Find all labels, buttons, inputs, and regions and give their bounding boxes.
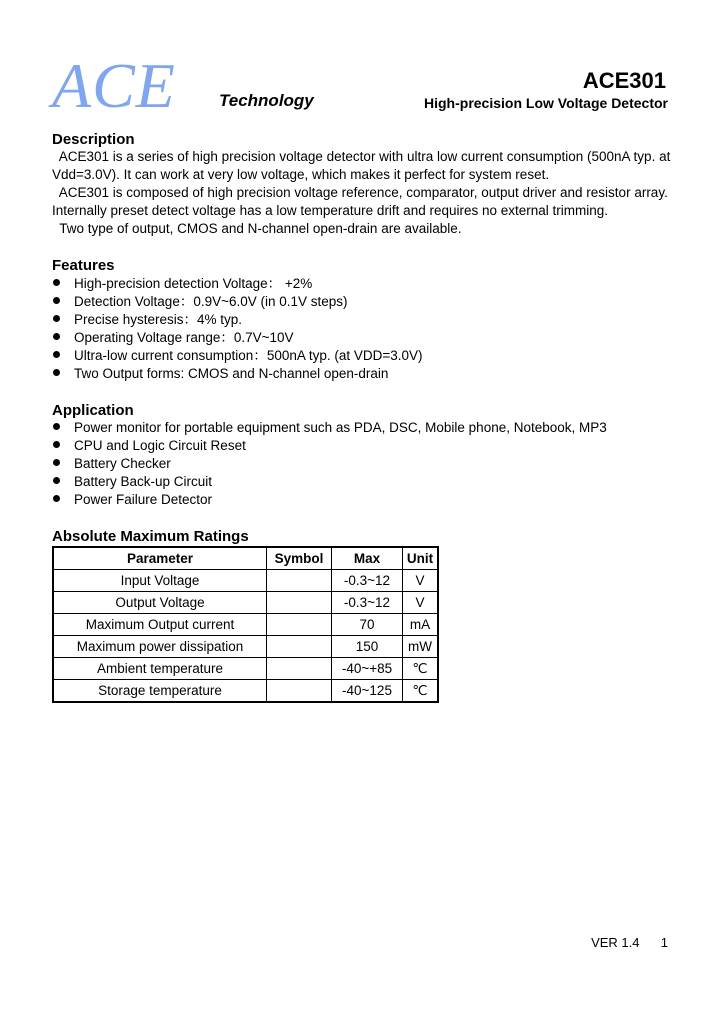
page-number: 1 bbox=[660, 935, 668, 950]
table-cell: Storage temperature bbox=[53, 680, 267, 703]
table-cell bbox=[267, 614, 332, 636]
list-item bbox=[52, 347, 423, 365]
list-item bbox=[52, 419, 607, 437]
application-heading: Application bbox=[52, 402, 134, 419]
feature-text: Precise hysteresis：4% typ. bbox=[74, 312, 243, 327]
table-cell: -40~125 bbox=[332, 680, 403, 703]
page-footer bbox=[591, 936, 668, 949]
table-row bbox=[53, 636, 438, 658]
table-cell bbox=[267, 680, 332, 703]
description-heading: Description bbox=[52, 131, 135, 148]
list-item bbox=[52, 473, 607, 491]
column-header: Parameter bbox=[53, 547, 267, 570]
bullet-icon bbox=[53, 297, 60, 304]
feature-text: Two Output forms: CMOS and N-channel open-drain bbox=[74, 366, 389, 381]
table-cell bbox=[267, 592, 332, 614]
description-line: Vdd=3.0V). It can work at very low voltage, which makes it perfect for system reset. bbox=[52, 167, 550, 182]
bullet-icon bbox=[53, 333, 60, 340]
list-item bbox=[52, 455, 607, 473]
feature-text: Operating Voltage range：0.7V~10V bbox=[74, 330, 294, 345]
column-header: Max bbox=[332, 547, 403, 570]
table-cell: 150 bbox=[332, 636, 403, 658]
column-header: Symbol bbox=[267, 547, 332, 570]
column-header: Unit bbox=[403, 547, 439, 570]
bullet-icon bbox=[53, 279, 60, 286]
list-item bbox=[52, 311, 423, 329]
list-item bbox=[52, 329, 423, 347]
application-text: Battery Back-up Circuit bbox=[74, 474, 213, 489]
table-cell: mA bbox=[403, 614, 439, 636]
table-row bbox=[53, 680, 438, 703]
table-cell bbox=[267, 636, 332, 658]
table-cell: -0.3~12 bbox=[332, 592, 403, 614]
application-text: Power monitor for portable equipment such as PDA, DSC, Mobile phone, Notebook, MP3 bbox=[74, 420, 607, 435]
bullet-icon bbox=[53, 495, 60, 502]
description-line: ACE301 is a series of high precision voltage detector with ultra low current consumption (500nA typ. at bbox=[52, 149, 671, 164]
table-row bbox=[53, 570, 438, 592]
feature-text: Detection Voltage：0.9V~6.0V (in 0.1V steps) bbox=[74, 294, 348, 309]
table-header-row bbox=[53, 547, 438, 570]
table-cell: Ambient temperature bbox=[53, 658, 267, 680]
table-cell: ℃ bbox=[403, 680, 439, 703]
table-cell bbox=[267, 570, 332, 592]
table-cell: Maximum Output current bbox=[53, 614, 267, 636]
description-line: Internally preset detect voltage has a low temperature drift and requires no external trimming. bbox=[52, 203, 609, 218]
bullet-icon bbox=[53, 441, 60, 448]
ratings-table bbox=[52, 546, 439, 703]
description-line: ACE301 is composed of high precision voltage reference, comparator, output driver and resistor array. bbox=[52, 185, 668, 200]
application-list bbox=[52, 419, 607, 509]
list-item bbox=[52, 437, 607, 455]
list-item bbox=[52, 365, 423, 383]
table-cell: Input Voltage bbox=[53, 570, 267, 592]
table-cell bbox=[267, 658, 332, 680]
bullet-icon bbox=[53, 369, 60, 376]
application-text: Battery Checker bbox=[74, 456, 171, 471]
table-cell: ℃ bbox=[403, 658, 439, 680]
list-item bbox=[52, 491, 607, 509]
table-cell: V bbox=[403, 592, 439, 614]
table-cell: -40~+85 bbox=[332, 658, 403, 680]
table-row bbox=[53, 592, 438, 614]
features-heading: Features bbox=[52, 257, 115, 274]
list-item bbox=[52, 275, 423, 293]
list-item bbox=[52, 293, 423, 311]
table-cell: V bbox=[403, 570, 439, 592]
application-text: CPU and Logic Circuit Reset bbox=[74, 438, 246, 453]
ratings-heading: Absolute Maximum Ratings bbox=[52, 528, 249, 545]
table-cell: 70 bbox=[332, 614, 403, 636]
technology-label: Technology bbox=[219, 91, 314, 110]
version-label: VER 1.4 bbox=[591, 935, 640, 950]
description-text bbox=[52, 148, 672, 238]
description-line: Two type of output, CMOS and N-channel open-drain are available. bbox=[52, 221, 462, 236]
table-cell: -0.3~12 bbox=[332, 570, 403, 592]
table-row bbox=[53, 658, 438, 680]
feature-text: High-precision detection Voltage： +2% bbox=[74, 276, 313, 291]
table-cell: mW bbox=[403, 636, 439, 658]
feature-text: Ultra-low current consumption：500nA typ. (at VDD=3.0V) bbox=[74, 348, 423, 363]
bullet-icon bbox=[53, 351, 60, 358]
application-text: Power Failure Detector bbox=[74, 492, 213, 507]
document-subtitle: High-precision Low Voltage Detector bbox=[424, 95, 668, 111]
bullet-icon bbox=[53, 315, 60, 322]
part-number: ACE301 bbox=[582, 68, 666, 93]
table-row bbox=[53, 614, 438, 636]
bullet-icon bbox=[53, 423, 60, 430]
table-cell: Maximum power dissipation bbox=[53, 636, 267, 658]
bullet-icon bbox=[53, 477, 60, 484]
table-cell: Output Voltage bbox=[53, 592, 267, 614]
bullet-icon bbox=[53, 459, 60, 466]
company-logo: ACE bbox=[52, 50, 176, 121]
features-list bbox=[52, 275, 423, 383]
